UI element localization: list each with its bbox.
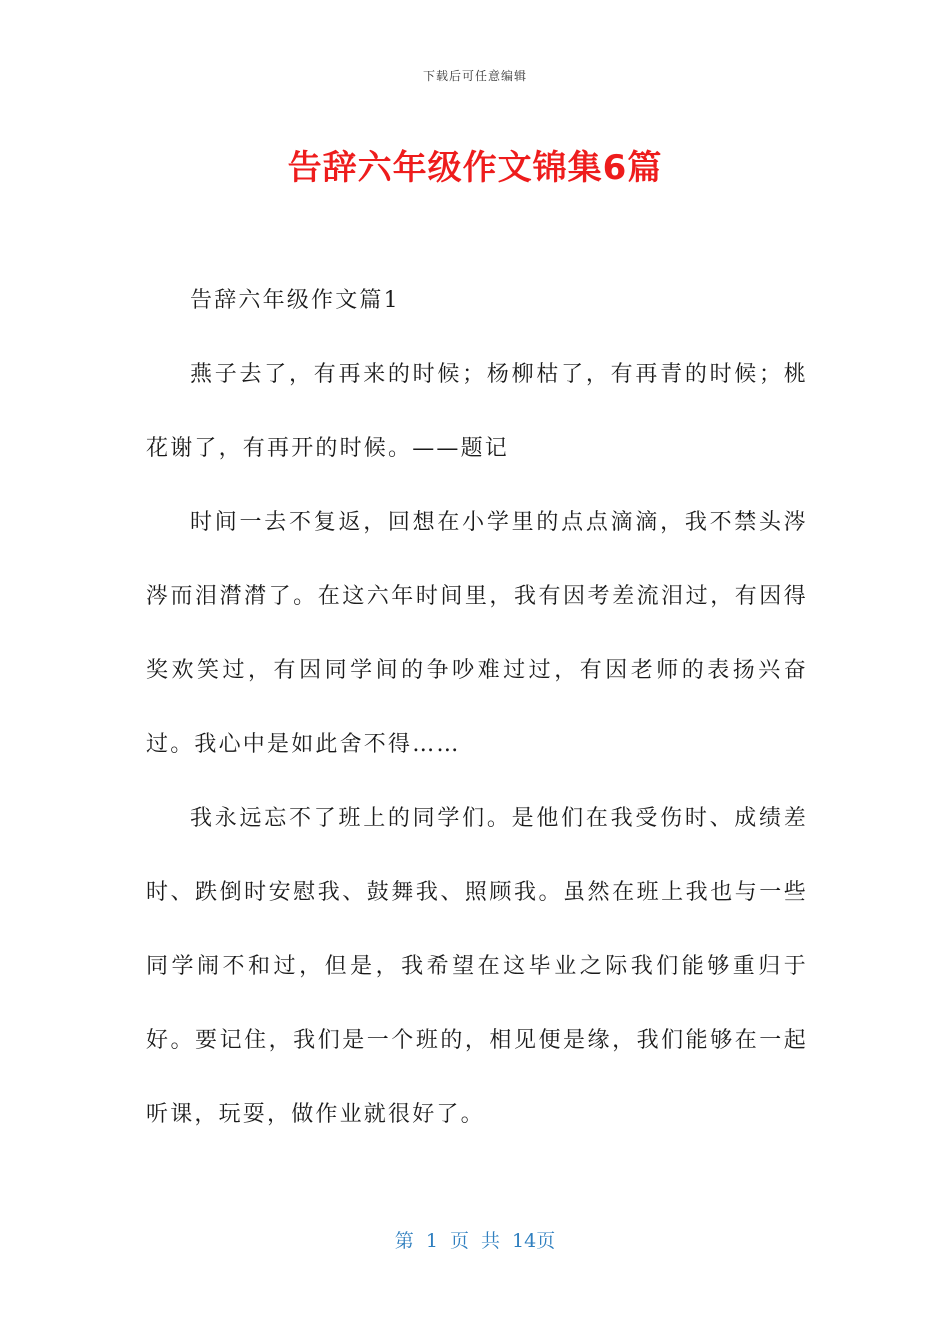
document-body (146, 264, 808, 1152)
paragraph: 我永远忘不了班上的同学们。是他们在我受伤时、成绩差时、跌倒时安慰我、鼓舞我、照顾我。虽然在班上我也与一些同学闹不和过，但是，我希望在这毕业之际我们能够重归于好。要记住，我们是一个班的，相见便是缘，我们能够在一起听课，玩耍，做作业就很好了。 (146, 806, 808, 1127)
page-number: 第 1 页 共 14页 (394, 1230, 556, 1252)
paragraph-epigraph: 燕子去了，有再来的时候；杨柳枯了，有再青的时候；桃花谢了，有再开的时候。——题记 (146, 362, 808, 461)
section-heading: 告辞六年级作文篇1 (190, 288, 400, 313)
header-note: 下载后可任意编辑 (422, 69, 527, 83)
document-title: 告辞六年级作文锦集6篇 (287, 148, 663, 188)
paragraph: 时间一去不复返，回想在小学里的点点滴滴，我不禁头涔涔而泪潸潸了。在这六年时间里，我有因考差流泪过，有因得奖欢笑过，有因同学间的争吵难过过，有因老师的表扬兴奋过。我心中是如此舍不得…… (146, 510, 808, 757)
